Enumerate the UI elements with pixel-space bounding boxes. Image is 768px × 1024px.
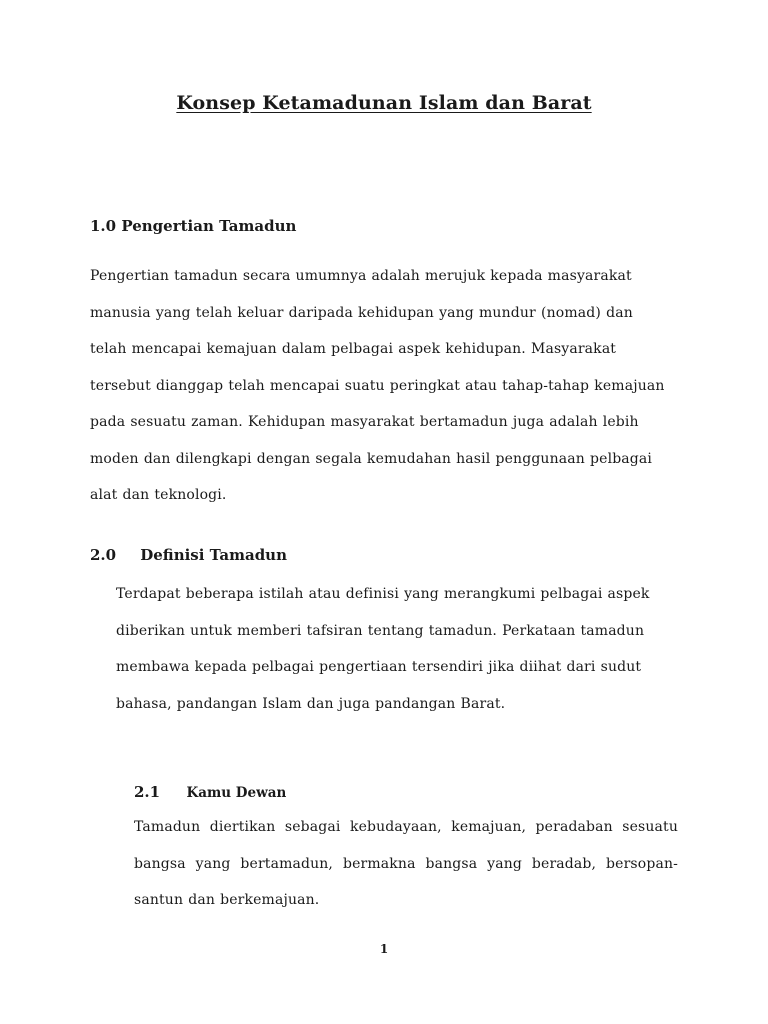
paragraph-line: alat dan teknologi. (90, 487, 227, 503)
paragraph-line: Terdapat beberapa istilah atau definisi yang merangkumi pelbagai aspek (116, 586, 650, 602)
section-1-paragraph (90, 258, 686, 514)
page-number: 1 (379, 942, 389, 956)
section-2-heading (90, 546, 287, 564)
section-2-number: 2.0 (90, 546, 117, 564)
section-2-title: Definisi Tamadun (140, 546, 287, 564)
section-2-1-title: Kamu Dewan (186, 785, 287, 801)
paragraph-line: diberikan untuk memberi tafsiran tentang tamadun. Perkataan tamadun (116, 622, 645, 639)
paragraph-line: tersebut dianggap telah mencapai suatu peringkat atau tahap-tahap kemajuan (90, 377, 665, 394)
section-2-1-paragraph (134, 809, 678, 919)
section-2-paragraph (116, 576, 676, 722)
paragraph-line: membawa kepada pelbagai pengertiaan tersendiri jika diihat dari sudut (116, 659, 642, 675)
section-1-heading (90, 217, 296, 235)
paragraph-line: bahasa, pandangan Islam dan juga pandangan Barat. (116, 695, 506, 712)
paragraph-line: telah mencapai kemajuan dalam pelbagai aspek kehidupan. Masyarakat (90, 341, 617, 357)
document-title: Konsep Ketamadunan Islam dan Barat (176, 92, 592, 114)
section-2-1-heading (134, 780, 286, 802)
paragraph-line: santun dan berkemajuan. (134, 892, 320, 908)
paragraph-line: moden dan dilengkapi dengan segala kemudahan hasil penggunaan pelbagai (90, 450, 653, 467)
section-1-title: Pengertian Tamadun (121, 217, 297, 235)
paragraph-line: manusia yang telah keluar daripada kehidupan yang mundur (nomad) dan (90, 304, 633, 321)
paragraph-line: Pengertian tamadun secara umumnya adalah merujuk kepada masyarakat (90, 268, 632, 284)
section-2-1-number: 2.1 (134, 783, 161, 801)
paragraph-line: bangsa yang bertamadun, bermakna bangsa yang beradab, bersopan- (134, 855, 678, 872)
paragraph-line: Tamadun diertikan sebagai kebudayaan, kemajuan, peradaban sesuatu (134, 819, 678, 835)
paragraph-line: pada sesuatu zaman. Kehidupan masyarakat bertamadun juga adalah lebih (90, 414, 639, 430)
section-1-number: 1.0 (90, 217, 117, 235)
